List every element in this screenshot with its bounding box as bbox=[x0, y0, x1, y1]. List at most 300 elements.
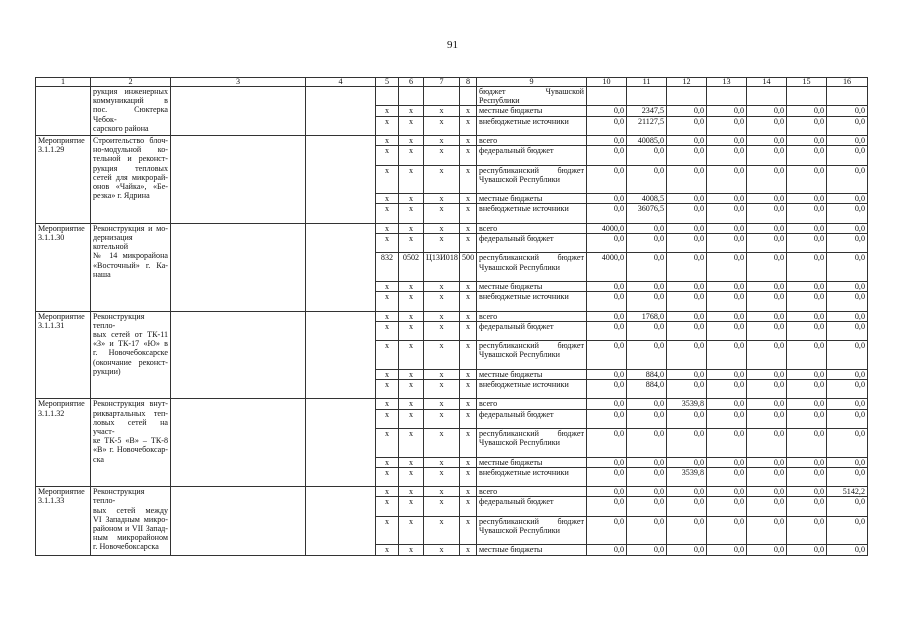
budget-code-c7: x bbox=[424, 467, 460, 486]
budget-table bbox=[35, 77, 868, 556]
amount-cell: 0,0 bbox=[787, 281, 827, 291]
budget-code-c7: x bbox=[424, 311, 460, 321]
column-number-11: 11 bbox=[627, 78, 667, 87]
measure-name-line: г. Новочебоксарске bbox=[93, 348, 168, 358]
measure-name-line: резка» г. Ядрина bbox=[93, 191, 150, 201]
amount-cell: 0,0 bbox=[787, 165, 827, 194]
amount-cell: 0,0 bbox=[587, 457, 627, 467]
budget-code-c7: x bbox=[424, 146, 460, 165]
funding-source: местные бюджеты bbox=[477, 545, 587, 555]
budget-code-c7: x bbox=[424, 409, 460, 428]
amount-cell: 0,0 bbox=[667, 487, 707, 497]
budget-code-c5: x bbox=[376, 223, 399, 233]
table-row bbox=[36, 399, 868, 409]
amount-cell: 0,0 bbox=[747, 223, 787, 233]
measure-name-line: (окончание реконст- bbox=[93, 357, 168, 367]
measure-name-line: рукция инженерных bbox=[93, 87, 168, 96]
amount-cell: 0,0 bbox=[787, 204, 827, 223]
measure-code: Мероприятие 3.1.1.32 bbox=[36, 399, 91, 487]
amount-cell: 0,0 bbox=[827, 516, 868, 545]
measure-code: Мероприятие 3.1.1.31 bbox=[36, 311, 91, 399]
budget-code-c6: x bbox=[399, 321, 424, 340]
amount-cell: 0,0 bbox=[707, 379, 747, 398]
measure-name-line: сарского района bbox=[93, 123, 149, 133]
amount-cell: 0,0 bbox=[707, 194, 747, 204]
budget-code-c7: x bbox=[424, 379, 460, 398]
executor-cell bbox=[171, 487, 306, 555]
budget-code-c7: x bbox=[424, 516, 460, 545]
budget-code-c5: x bbox=[376, 281, 399, 291]
amount-cell: 0,0 bbox=[827, 497, 868, 516]
amount-cell: 0,0 bbox=[707, 106, 747, 116]
amount-cell: 0,0 bbox=[827, 311, 868, 321]
funding-source: всего bbox=[477, 136, 587, 146]
amount-cell: 0,0 bbox=[587, 428, 627, 457]
amount-cell: 0,0 bbox=[747, 281, 787, 291]
amount-cell: 0,0 bbox=[827, 467, 868, 486]
budget-code-c8: x bbox=[460, 379, 477, 398]
amount-cell: 3539,8 bbox=[667, 399, 707, 409]
funding-source: местные бюджеты bbox=[477, 369, 587, 379]
measure-name bbox=[91, 487, 171, 555]
budget-code-c5: x bbox=[376, 409, 399, 428]
amount-cell: 0,0 bbox=[587, 116, 627, 135]
measure-name-line: дернизация котельной bbox=[93, 232, 133, 252]
amount-cell: 0,0 bbox=[667, 106, 707, 116]
budget-code-c5: x bbox=[376, 516, 399, 545]
funding-source: внебюджетные источники bbox=[477, 467, 587, 486]
amount-cell: 0,0 bbox=[627, 146, 667, 165]
amount-cell: 0,0 bbox=[787, 321, 827, 340]
amount-cell: 0,0 bbox=[707, 321, 747, 340]
budget-code-c8: x bbox=[460, 311, 477, 321]
amount-cell: 0,0 bbox=[667, 545, 707, 555]
measure-name-line: вых сетей между bbox=[93, 505, 168, 515]
amount-cell: 0,0 bbox=[627, 321, 667, 340]
budget-code-c6: x bbox=[399, 516, 424, 545]
amount-cell: 0,0 bbox=[667, 223, 707, 233]
budget-code-c8: x bbox=[460, 399, 477, 409]
budget-code-c5: x bbox=[376, 146, 399, 165]
amount-cell: 0,0 bbox=[587, 204, 627, 223]
measure-name-line: сетей для микрорай- bbox=[93, 172, 168, 182]
budget-code-c6: x bbox=[399, 223, 424, 233]
funding-source: федеральный бюджет bbox=[477, 321, 587, 340]
amount-cell: 0,0 bbox=[747, 497, 787, 516]
amount-cell: 0,0 bbox=[627, 487, 667, 497]
amount-cell: 0,0 bbox=[827, 146, 868, 165]
budget-code-c6: x bbox=[399, 204, 424, 223]
budget-code-c6 bbox=[399, 87, 424, 106]
budget-code-c5: x bbox=[376, 204, 399, 223]
amount-cell: 0,0 bbox=[787, 311, 827, 321]
amount-cell: 0,0 bbox=[787, 487, 827, 497]
budget-code-c8: x bbox=[460, 136, 477, 146]
page-number: 91 bbox=[447, 39, 458, 51]
amount-cell: 0,0 bbox=[827, 253, 868, 282]
column-number-7: 7 bbox=[424, 78, 460, 87]
amount-cell: 0,0 bbox=[827, 457, 868, 467]
budget-code-c6: x bbox=[399, 487, 424, 497]
amount-cell: 0,0 bbox=[587, 194, 627, 204]
budget-code-c6: x bbox=[399, 194, 424, 204]
amount-cell bbox=[787, 87, 827, 106]
funding-source: федеральный бюджет bbox=[477, 497, 587, 516]
amount-cell: 0,0 bbox=[787, 253, 827, 282]
measure-name-line: тельной и реконст- bbox=[93, 154, 168, 164]
measure-name-line: районом и VII Запад- bbox=[93, 523, 168, 533]
amount-cell: 0,0 bbox=[667, 409, 707, 428]
budget-code-c5: x bbox=[376, 399, 399, 409]
budget-code-c7: x bbox=[424, 457, 460, 467]
budget-code-c7: x bbox=[424, 194, 460, 204]
amount-cell: 0,0 bbox=[747, 341, 787, 370]
table-row bbox=[36, 487, 868, 497]
amount-cell: 0,0 bbox=[667, 341, 707, 370]
amount-cell: 0,0 bbox=[707, 369, 747, 379]
amount-cell: 0,0 bbox=[667, 233, 707, 252]
budget-code-c5: x bbox=[376, 194, 399, 204]
measure-name-line: рукция тепловых bbox=[93, 163, 168, 173]
amount-cell: 0,0 bbox=[747, 545, 787, 555]
measure-name-line: «В» г. Новочебоксар- bbox=[93, 445, 168, 455]
executor-cell bbox=[171, 223, 306, 311]
amount-cell: 0,0 bbox=[827, 321, 868, 340]
amount-cell: 0,0 bbox=[787, 223, 827, 233]
amount-cell bbox=[587, 87, 627, 106]
amount-cell: 0,0 bbox=[587, 497, 627, 516]
budget-code-c8: x bbox=[460, 116, 477, 135]
budget-code-c8: x bbox=[460, 321, 477, 340]
measure-name-line: Реконструкция тепло- bbox=[93, 311, 145, 330]
measure-name-line: Реконструкция тепло- bbox=[93, 487, 145, 506]
amount-cell: 0,0 bbox=[747, 233, 787, 252]
amount-cell: 4000,0 bbox=[587, 223, 627, 233]
executor-cell bbox=[171, 399, 306, 487]
amount-cell: 0,0 bbox=[747, 165, 787, 194]
budget-code-c8: x bbox=[460, 106, 477, 116]
measure-name-line: наша bbox=[93, 269, 111, 279]
amount-cell: 0,0 bbox=[747, 409, 787, 428]
column-number-row bbox=[36, 78, 868, 87]
budget-code-c6: x bbox=[399, 165, 424, 194]
amount-cell: 0,0 bbox=[747, 292, 787, 311]
column-number-3: 3 bbox=[171, 78, 306, 87]
measure-name-line: но-модульной ко- bbox=[93, 145, 168, 155]
budget-code-c8: x bbox=[460, 487, 477, 497]
amount-cell: 36076,5 bbox=[627, 204, 667, 223]
column-number-5: 5 bbox=[376, 78, 399, 87]
table-row bbox=[36, 87, 868, 106]
column-number-9: 9 bbox=[477, 78, 587, 87]
amount-cell: 0,0 bbox=[587, 545, 627, 555]
amount-cell: 0,0 bbox=[827, 233, 868, 252]
budget-code-c8: x bbox=[460, 281, 477, 291]
amount-cell: 0,0 bbox=[667, 457, 707, 467]
amount-cell: 0,0 bbox=[787, 399, 827, 409]
budget-code-c6: x bbox=[399, 281, 424, 291]
amount-cell: 0,0 bbox=[787, 497, 827, 516]
amount-cell: 0,0 bbox=[627, 428, 667, 457]
budget-code-c6: 0502 bbox=[399, 253, 424, 282]
budget-code-c8: x bbox=[460, 369, 477, 379]
budget-code-c7: x bbox=[424, 106, 460, 116]
amount-cell: 0,0 bbox=[787, 233, 827, 252]
amount-cell: 0,0 bbox=[707, 545, 747, 555]
executor-cell bbox=[171, 136, 306, 224]
amount-cell: 0,0 bbox=[827, 428, 868, 457]
budget-code-c7: x bbox=[424, 116, 460, 135]
amount-cell bbox=[827, 87, 868, 106]
amount-cell: 0,0 bbox=[627, 409, 667, 428]
amount-cell: 0,0 bbox=[707, 146, 747, 165]
target-indicator-cell bbox=[306, 399, 376, 487]
amount-cell: 0,0 bbox=[587, 321, 627, 340]
budget-code-c8: x bbox=[460, 516, 477, 545]
amount-cell: 0,0 bbox=[707, 116, 747, 135]
budget-code-c5: x bbox=[376, 136, 399, 146]
executor-cell bbox=[171, 87, 306, 136]
budget-code-c5: x bbox=[376, 497, 399, 516]
amount-cell: 0,0 bbox=[667, 116, 707, 135]
amount-cell: 0,0 bbox=[627, 292, 667, 311]
budget-code-c5: x bbox=[376, 369, 399, 379]
amount-cell bbox=[747, 87, 787, 106]
budget-code-c6: x bbox=[399, 545, 424, 555]
amount-cell: 0,0 bbox=[707, 399, 747, 409]
measure-name-line: ным микрорайоном bbox=[93, 533, 168, 543]
amount-cell: 0,0 bbox=[747, 204, 787, 223]
amount-cell: 0,0 bbox=[747, 467, 787, 486]
amount-cell: 0,0 bbox=[667, 146, 707, 165]
budget-code-c7: Ц13И018 bbox=[424, 253, 460, 282]
amount-cell: 0,0 bbox=[827, 369, 868, 379]
amount-cell: 0,0 bbox=[627, 341, 667, 370]
amount-cell: 0,0 bbox=[747, 516, 787, 545]
funding-source: местные бюджеты bbox=[477, 194, 587, 204]
amount-cell: 0,0 bbox=[587, 409, 627, 428]
funding-source: федеральный бюджет bbox=[477, 146, 587, 165]
budget-code-c7: x bbox=[424, 497, 460, 516]
amount-cell: 0,0 bbox=[707, 281, 747, 291]
column-number-10: 10 bbox=[587, 78, 627, 87]
amount-cell: 0,0 bbox=[707, 487, 747, 497]
funding-source: федеральный бюджет bbox=[477, 409, 587, 428]
funding-source: республиканский бюджет Чувашской Республики bbox=[477, 165, 587, 194]
amount-cell: 0,0 bbox=[747, 253, 787, 282]
amount-cell: 0,0 bbox=[627, 545, 667, 555]
amount-cell: 0,0 bbox=[707, 223, 747, 233]
amount-cell: 0,0 bbox=[787, 106, 827, 116]
funding-source: республиканский бюджет Чувашской Республики bbox=[477, 253, 587, 282]
amount-cell: 1768,0 bbox=[627, 311, 667, 321]
budget-code-c8: x bbox=[460, 409, 477, 428]
amount-cell: 0,0 bbox=[787, 428, 827, 457]
target-indicator-cell bbox=[306, 87, 376, 136]
budget-code-c7: x bbox=[424, 292, 460, 311]
budget-code-c5: x bbox=[376, 379, 399, 398]
target-indicator-cell bbox=[306, 136, 376, 224]
amount-cell: 0,0 bbox=[747, 457, 787, 467]
measure-name bbox=[91, 223, 171, 311]
measure-name-line: вых сетей от ТК-11 bbox=[93, 329, 168, 339]
amount-cell: 0,0 bbox=[627, 467, 667, 486]
budget-code-c7: x bbox=[424, 341, 460, 370]
amount-cell: 0,0 bbox=[707, 292, 747, 311]
amount-cell: 0,0 bbox=[667, 321, 707, 340]
amount-cell: 0,0 bbox=[787, 467, 827, 486]
amount-cell: 0,0 bbox=[707, 409, 747, 428]
amount-cell: 0,0 bbox=[627, 399, 667, 409]
budget-code-c5: x bbox=[376, 292, 399, 311]
budget-code-c7: x bbox=[424, 233, 460, 252]
funding-source: местные бюджеты bbox=[477, 281, 587, 291]
measure-name-line: VI Западным микро- bbox=[93, 514, 168, 524]
amount-cell: 0,0 bbox=[787, 516, 827, 545]
budget-code-c6: x bbox=[399, 292, 424, 311]
executor-cell bbox=[171, 311, 306, 399]
amount-cell: 0,0 bbox=[827, 545, 868, 555]
budget-code-c5: x bbox=[376, 321, 399, 340]
amount-cell: 0,0 bbox=[667, 311, 707, 321]
funding-source: внебюджетные источники bbox=[477, 292, 587, 311]
amount-cell bbox=[627, 87, 667, 106]
funding-source: внебюджетные источники bbox=[477, 379, 587, 398]
amount-cell: 0,0 bbox=[827, 281, 868, 291]
budget-code-c6: x bbox=[399, 136, 424, 146]
amount-cell: 0,0 bbox=[827, 136, 868, 146]
budget-code-c8: x bbox=[460, 497, 477, 516]
measure-name-line: коммуникаций в bbox=[93, 96, 168, 106]
amount-cell: 0,0 bbox=[587, 467, 627, 486]
funding-source: всего bbox=[477, 399, 587, 409]
measure-code bbox=[36, 87, 91, 136]
budget-code-c5: x bbox=[376, 457, 399, 467]
budget-code-c6: x bbox=[399, 467, 424, 486]
amount-cell: 0,0 bbox=[707, 497, 747, 516]
amount-cell: 0,0 bbox=[667, 369, 707, 379]
amount-cell: 0,0 bbox=[787, 116, 827, 135]
measure-name bbox=[91, 311, 171, 399]
amount-cell: 0,0 bbox=[667, 253, 707, 282]
budget-code-c5: x bbox=[376, 341, 399, 370]
amount-cell: 0,0 bbox=[707, 233, 747, 252]
measure-name-line: онов «Чайка», «Бе- bbox=[93, 182, 168, 192]
amount-cell: 0,0 bbox=[707, 428, 747, 457]
budget-code-c8: x bbox=[460, 233, 477, 252]
budget-code-c7: x bbox=[424, 165, 460, 194]
amount-cell: 0,0 bbox=[747, 116, 787, 135]
amount-cell: 0,0 bbox=[627, 223, 667, 233]
budget-code-c5: 832 bbox=[376, 253, 399, 282]
budget-code-c7: x bbox=[424, 321, 460, 340]
budget-code-c5: x bbox=[376, 311, 399, 321]
target-indicator-cell bbox=[306, 223, 376, 311]
column-number-16: 16 bbox=[827, 78, 868, 87]
amount-cell: 0,0 bbox=[827, 106, 868, 116]
amount-cell: 0,0 bbox=[627, 457, 667, 467]
funding-source: всего bbox=[477, 223, 587, 233]
budget-code-c8: x bbox=[460, 467, 477, 486]
amount-cell: 0,0 bbox=[787, 292, 827, 311]
budget-code-c6: x bbox=[399, 311, 424, 321]
budget-code-c6: x bbox=[399, 369, 424, 379]
budget-code-c5: x bbox=[376, 428, 399, 457]
budget-code-c7 bbox=[424, 87, 460, 106]
amount-cell: 2347,5 bbox=[627, 106, 667, 116]
column-number-4: 4 bbox=[306, 78, 376, 87]
measure-name-line: рукции) bbox=[93, 366, 121, 376]
amount-cell bbox=[707, 87, 747, 106]
measure-code: Мероприятие 3.1.1.33 bbox=[36, 487, 91, 555]
budget-code-c8 bbox=[460, 87, 477, 106]
amount-cell: 0,0 bbox=[587, 399, 627, 409]
measure-name-line: «Восточный» г. Ка- bbox=[93, 260, 168, 270]
amount-cell: 884,0 bbox=[627, 369, 667, 379]
budget-code-c5: x bbox=[376, 165, 399, 194]
measure-name-line: ловых сетей на участ- bbox=[93, 417, 168, 436]
budget-code-c8: x bbox=[460, 428, 477, 457]
amount-cell: 0,0 bbox=[827, 399, 868, 409]
funding-source: внебюджетные источники bbox=[477, 116, 587, 135]
budget-code-c5 bbox=[376, 87, 399, 106]
measure-name-line: риквартальных теп- bbox=[93, 408, 168, 418]
column-number-13: 13 bbox=[707, 78, 747, 87]
budget-code-c6: x bbox=[399, 106, 424, 116]
measure-code: Мероприятие 3.1.1.30 bbox=[36, 223, 91, 311]
target-indicator-cell bbox=[306, 487, 376, 555]
amount-cell: 0,0 bbox=[787, 457, 827, 467]
amount-cell: 0,0 bbox=[667, 204, 707, 223]
amount-cell: 0,0 bbox=[747, 428, 787, 457]
measure-name-line: Реконструкция и мо- bbox=[93, 223, 168, 233]
amount-cell: 0,0 bbox=[747, 379, 787, 398]
table-row bbox=[36, 136, 868, 146]
amount-cell: 0,0 bbox=[667, 516, 707, 545]
measure-name bbox=[91, 136, 171, 224]
column-number-15: 15 bbox=[787, 78, 827, 87]
table-body bbox=[36, 78, 868, 556]
budget-code-c5: x bbox=[376, 467, 399, 486]
budget-code-c6: x bbox=[399, 457, 424, 467]
budget-code-c8: x bbox=[460, 545, 477, 555]
amount-cell: 0,0 bbox=[667, 428, 707, 457]
amount-cell: 0,0 bbox=[587, 292, 627, 311]
budget-code-c7: x bbox=[424, 487, 460, 497]
budget-code-c7: x bbox=[424, 428, 460, 457]
budget-code-c7: x bbox=[424, 223, 460, 233]
budget-code-c8: x bbox=[460, 204, 477, 223]
budget-code-c7: x bbox=[424, 369, 460, 379]
amount-cell: 0,0 bbox=[747, 369, 787, 379]
column-number-1: 1 bbox=[36, 78, 91, 87]
amount-cell: 0,0 bbox=[587, 106, 627, 116]
budget-code-c7: x bbox=[424, 204, 460, 223]
budget-code-c5: x bbox=[376, 106, 399, 116]
amount-cell: 0,0 bbox=[707, 457, 747, 467]
amount-cell: 0,0 bbox=[747, 487, 787, 497]
amount-cell: 0,0 bbox=[827, 379, 868, 398]
amount-cell: 0,0 bbox=[667, 194, 707, 204]
column-number-8: 8 bbox=[460, 78, 477, 87]
amount-cell: 0,0 bbox=[587, 281, 627, 291]
budget-code-c8: x bbox=[460, 194, 477, 204]
amount-cell: 0,0 bbox=[707, 516, 747, 545]
amount-cell: 0,0 bbox=[827, 409, 868, 428]
funding-source: федеральный бюджет bbox=[477, 233, 587, 252]
column-number-12: 12 bbox=[667, 78, 707, 87]
column-number-14: 14 bbox=[747, 78, 787, 87]
